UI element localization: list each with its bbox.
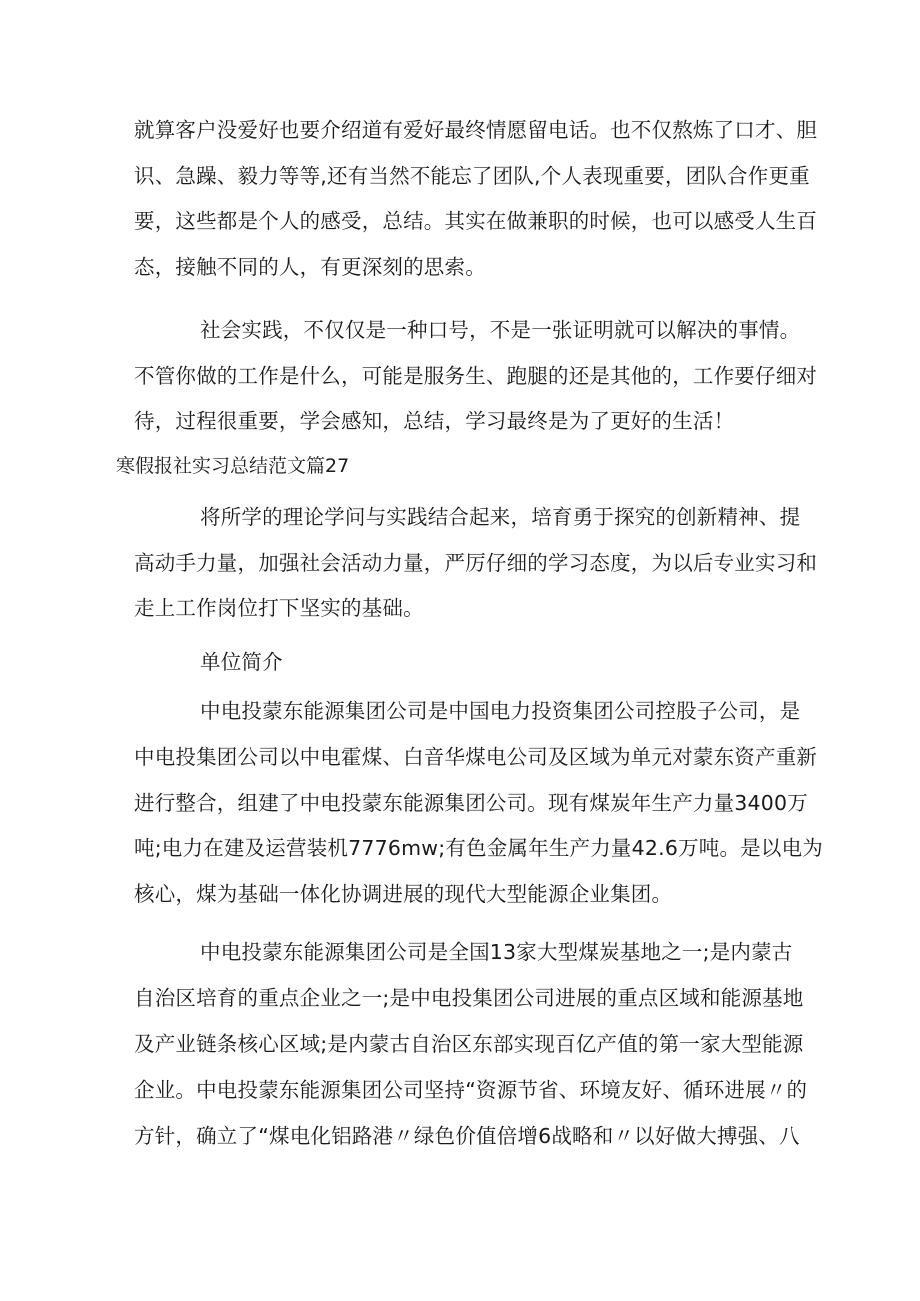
paragraph-line: 中电投蒙东能源集团公司是中国电力投资集团公司控股子公司，是 (200, 699, 801, 723)
paragraph-line: 核心，煤为基础一体化协调进展的现代大型能源企业集团。 (134, 882, 673, 906)
paragraph-line: 自治区培育的重点企业之一;是中电投集团公司进展的重点区域和能源基地 (134, 986, 804, 1010)
paragraph-line: 吨;电力在建及运营装机7776mw;有色金属年生产力量42.6万吨。是以电为 (134, 836, 823, 860)
paragraph-line: 将所学的理论学问与实践结合起来，培育勇于探究的创新精神、提 (200, 505, 801, 529)
paragraph-line: 识、急躁、毅力等等,还有当然不能忘了团队,个人表现重要，团队合作更重 (134, 164, 810, 188)
paragraph-line: 中电投集团公司以中电霍煤、白音华煤电公司及区域为单元对蒙东资产重新 (134, 745, 818, 769)
paragraph-line: 社会实践，不仅仅是一种口号，不是一张证明就可以解决的事情。 (200, 318, 801, 342)
section-heading: 寒假报社实习总结范文篇27 (116, 455, 350, 477)
paragraph-line: 企业。中电投蒙东能源集团公司坚持“资源节省、环境友好、循环进展〃的 (134, 1078, 808, 1102)
paragraph-line: 方针，确立了“煤电化铝路港〃绿色价值倍增6战略和〃以好做大搏强、八 (134, 1124, 800, 1148)
paragraph-line: 待，过程很重要，学会感知，总结，学习最终是为了更好的生活！ (134, 409, 735, 433)
paragraph-line: 要，这些都是个人的感受，总结。其实在做兼职的时候，也可以感受人生百 (134, 209, 818, 233)
subheading: 单位简介 (200, 650, 283, 674)
paragraph-line: 走上工作岗位打下坚实的基础。 (134, 596, 424, 620)
paragraph-line: 进行整合，组建了中电投蒙东能源集团公司。现有煤炭年生产力量3400万 (134, 791, 808, 815)
paragraph-line: 中电投蒙东能源集团公司是全国13家大型煤炭基地之一;是内蒙古 (200, 940, 793, 964)
paragraph-line: 及产业链条核心区域;是内蒙古自治区东部实现百亿产值的第一家大型能源 (134, 1032, 804, 1056)
paragraph-line: 就算客户没爱好也要介绍道有爱好最终情愿留电话。也不仅熬炼了口才、胆 (134, 118, 818, 142)
paragraph-line: 不管你做的工作是什么，可能是服务生、跑腿的还是其他的，工作要仔细对 (134, 364, 818, 388)
paragraph-line: 态，接触不同的人，有更深刻的思索。 (134, 255, 486, 279)
paragraph-line: 高动手力量，加强社会活动力量，严厉仔细的学习态度，为以后专业实习和 (134, 551, 818, 575)
